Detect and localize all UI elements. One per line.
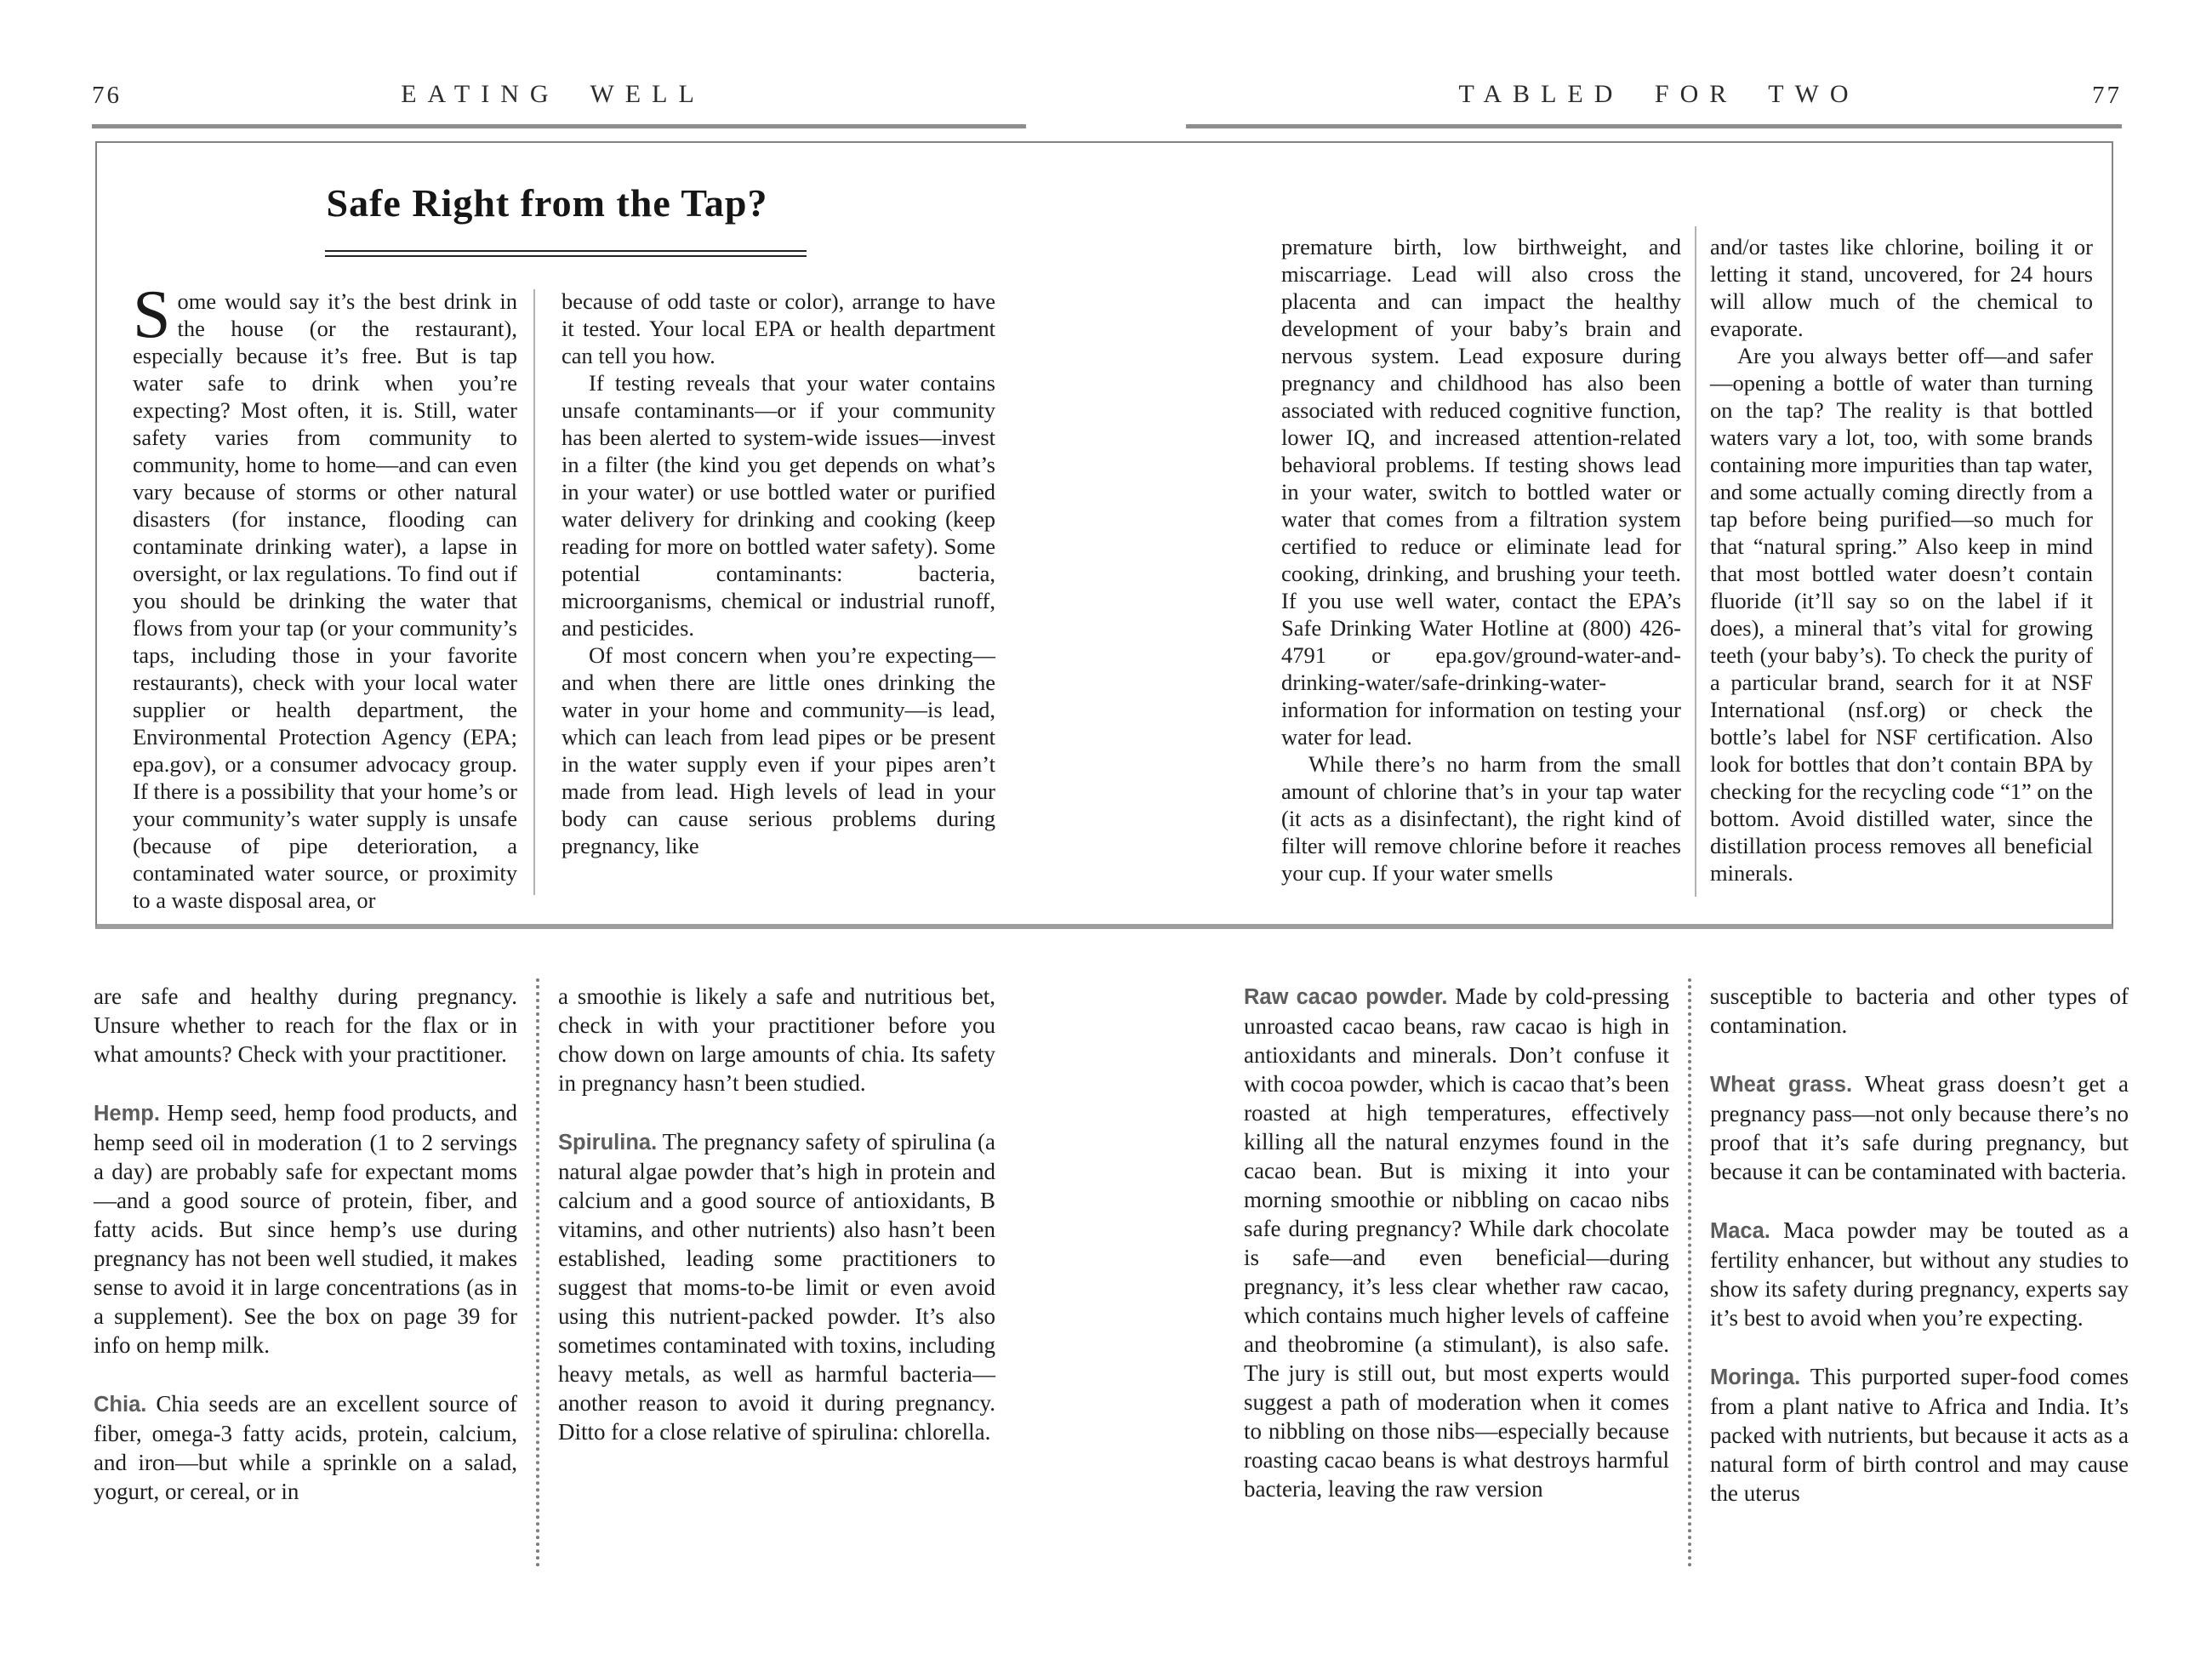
entry-text: Wheat grass doesn’t get a pregnancy pass—not only because there’s no proof that it’s safe during pregnancy, but because it can be contaminated with bacteria. — [1710, 1071, 2129, 1184]
box-column-2 — [562, 288, 995, 859]
drop-cap: S — [133, 277, 171, 352]
entry-moringa — [1710, 1362, 2129, 1508]
box-paragraph: While there’s no harm from the small amount of chlorine that’s in your tap water (it acts as a disinfectant), the right kind of filter will remove chlorine before it reaches your cup. If your water smells — [1281, 751, 1681, 886]
feature-box-safe-tap — [95, 141, 2113, 929]
entry-label: Maca. — [1710, 1219, 1770, 1243]
box-paragraph: If testing reveals that your water contains unsafe contaminants—or if your community has been alerted to system-wide issues—invest in a filter (the kind you get depends on what’s in your water) or use bottled water or purified water delivery for drinking and cooking (keep reading for more on bottled water safety). Some potential contaminants: bacteria, microorganisms, chemical or industrial runoff, and pesticides. — [562, 370, 995, 641]
entry-maca — [1710, 1216, 2129, 1332]
dotted-column-separator — [1688, 978, 1691, 1567]
dotted-column-separator — [536, 978, 539, 1567]
entry-text: The pregnancy safety of spirulina (a natural algae powder that’s high in protein and calcium and a good source of antioxidants, B vitamins, and other nutrients) also hasn’t been established, leading some practitioners to suggest that moms-to-be limit or even avoid using this nutrient-packed powder. It’s also sometimes contaminated with toxins, including heavy metals, as well as harmful bacteria—another reason to avoid it during pregnancy. Ditto for a close relative of spirulina: chlorella. — [558, 1129, 995, 1445]
box-column-1 — [133, 277, 517, 914]
box-column-rule — [533, 289, 535, 895]
entry-text: Hemp seed, hemp food products, and hemp seed oil in moderation (1 to 2 servings a day) are probably safe for expectant moms—and a good source of protein, fiber, and fatty acids. But since hemp’s use during pregnancy has not been well studied, it makes sense to avoid it in large concentrations (as in a supplement). See the box on page 39 for info on hemp milk. — [94, 1100, 518, 1358]
entry-wheat-grass — [1710, 1069, 2129, 1186]
entry-label: Spirulina. — [558, 1131, 658, 1154]
entry-label: Chia. — [94, 1393, 147, 1417]
box-paragraph — [133, 277, 517, 914]
continuation-paragraph: are safe and healthy during pregnancy. Unsure whether to reach for the flax or in what amounts? Check with your practitioner. — [94, 983, 517, 1067]
box-paragraph: and/or tastes like chlorine, boiling it or letting it stand, uncovered, for 24 hours will allow much of the chemical to evaporate. — [1710, 234, 2093, 341]
header-rule-left — [92, 124, 1026, 128]
box-paragraph: because of odd taste or color), arrange to have it tested. Your local EPA or health department can tell you how. — [562, 288, 995, 368]
body-column-1 — [94, 982, 517, 1506]
entry-text: Made by cold-pressing unroasted cacao beans, raw cacao is high in antioxidants and minerals. Don’t confuse it with cocoa powder, which is cacao that’s been roasted at high temperatures, effectively killing all the natural enzymes found in the cacao bean. But is mixing it into your morning smoothie or nibbling on cacao nibs safe during pregnancy? While dark chocolate is safe—and even beneficial—during pregnancy, it’s less clear whether raw cacao, which contains much higher levels of caffeine and theobromine (a stimulant), is also safe. The jury is still out, but most experts would suggest a path of moderation when it comes to nibbling on those nibs—especially because roasting cacao beans is what destroys harmful bacteria, leaving the raw version — [1244, 983, 1669, 1502]
entry-label: Raw cacao powder. — [1244, 985, 1448, 1009]
entry-text: Chia seeds are an excellent source of fiber, omega-3 fatty acids, protein, calcium, and iron—but while a sprinkle on a salad, yogurt, or cereal, or in — [94, 1391, 517, 1504]
running-head-right: TABLED FOR TWO — [1458, 80, 1860, 108]
entry-raw-cacao-powder — [1244, 982, 1669, 1503]
body-column-4 — [1710, 982, 2129, 1508]
entry-text: Maca powder may be touted as a fertility enhancer, but without any studies to show its safety during pregnancy, experts say it’s best to avoid when you’re expecting. — [1710, 1217, 2129, 1331]
box-paragraph: Are you always better off—and safer—opening a bottle of water than turning on the tap? The reality is that bottled waters vary a lot, too, with some brands containing more impurities than tap water, and some actually coming directly from a tap before being purified—so much for that “natural spring.” Also keep in mind that most bottled water doesn’t contain fluoride (it’ll say so on the label if it does), a mineral that’s vital for growing teeth (your baby’s). To check the purity of a particular brand, search for it at NSF International (nsf.org) or check the bottle’s label for NSF certification. Also look for bottles that don’t contain BPA by checking for the recycling code “1” on the bottom. Avoid distilled water, since the distillation process removes all beneficial minerals. — [1710, 343, 2093, 886]
box-column-rule — [1695, 226, 1696, 897]
box-title: Safe Right from the Tap? — [326, 181, 768, 225]
entry-label: Wheat grass. — [1710, 1073, 1853, 1097]
page-number-right: 77 — [2092, 82, 2122, 109]
body-column-3 — [1244, 982, 1669, 1503]
entry-label: Hemp. — [94, 1102, 160, 1126]
box-paragraph: Of most concern when you’re expecting—and when there are little ones drinking the water in your home and community—is lead, which can leach from lead pipes or be present in the water supply even if your pipes aren’t made from lead. High levels of lead in your body can cause serious problems during pregnancy, like — [562, 642, 995, 858]
body-column-2 — [558, 982, 995, 1446]
header-rule-right — [1186, 124, 2122, 128]
page-number-left: 76 — [92, 82, 122, 109]
box-column-4 — [1710, 233, 2093, 887]
continuation-paragraph: susceptible to bacteria and other types of contamination. — [1710, 983, 2129, 1038]
box-column-3 — [1281, 233, 1681, 887]
running-head-left: EATING WELL — [401, 80, 705, 108]
entry-hemp — [94, 1098, 517, 1360]
entry-text: This purported super-food comes from a plant native to Africa and India. It’s packed with nutrients, but because it acts as a natural form of birth control and may cause the uterus — [1710, 1364, 2129, 1506]
entry-chia — [94, 1389, 517, 1506]
box-paragraph-text: ome would say it’s the best drink in the house (or the restaurant), especially because it’s free. But is tap water safe to drink when you’re expecting? Most often, it is. Still, water safety varies from community to community, home to home—and can even vary because of storms or other natural disasters (for instance, flooding can contaminate drinking water), a lapse in oversight, or lax regulations. To find out if you should be drinking the water that flows from your tap (or your community’s taps, including those in your favorite restaurants), check with your local water supplier or health department, the Environmental Protection Agency (EPA; epa.gov), or a consumer advocacy group. If there is a possibility that your home’s or your community’s water supply is unsafe (because of pipe deterioration, a contaminated water source, or proximity to a waste disposal area, or — [133, 288, 517, 913]
title-double-rule — [325, 250, 807, 257]
continuation-paragraph: a smoothie is likely a safe and nutritious bet, check in with your practitioner before you chow down on large amounts of chia. Its safety in pregnancy hasn’t been studied. — [558, 983, 995, 1096]
entry-spirulina — [558, 1127, 995, 1446]
entry-label: Moringa. — [1710, 1365, 1801, 1389]
box-paragraph: premature birth, low birthweight, and miscarriage. Lead will also cross the placenta and can impact the healthy development of your baby’s brain and nervous system. Lead exposure during pregnancy and childhood has also been associated with reduced cognitive function, lower IQ, and increased attention-related behavioral problems. If testing shows lead in your water, switch to bottled water or water that comes from a filtration system certified to reduce or eliminate lead for cooking, drinking, and brushing your teeth. If you use well water, contact the EPA’s Safe Drinking Water Hotline at (800) 426-4791 or epa.gov/ground-water-and-drinking-water/safe-drinking-water-information for information on testing your water for lead. — [1281, 234, 1681, 750]
